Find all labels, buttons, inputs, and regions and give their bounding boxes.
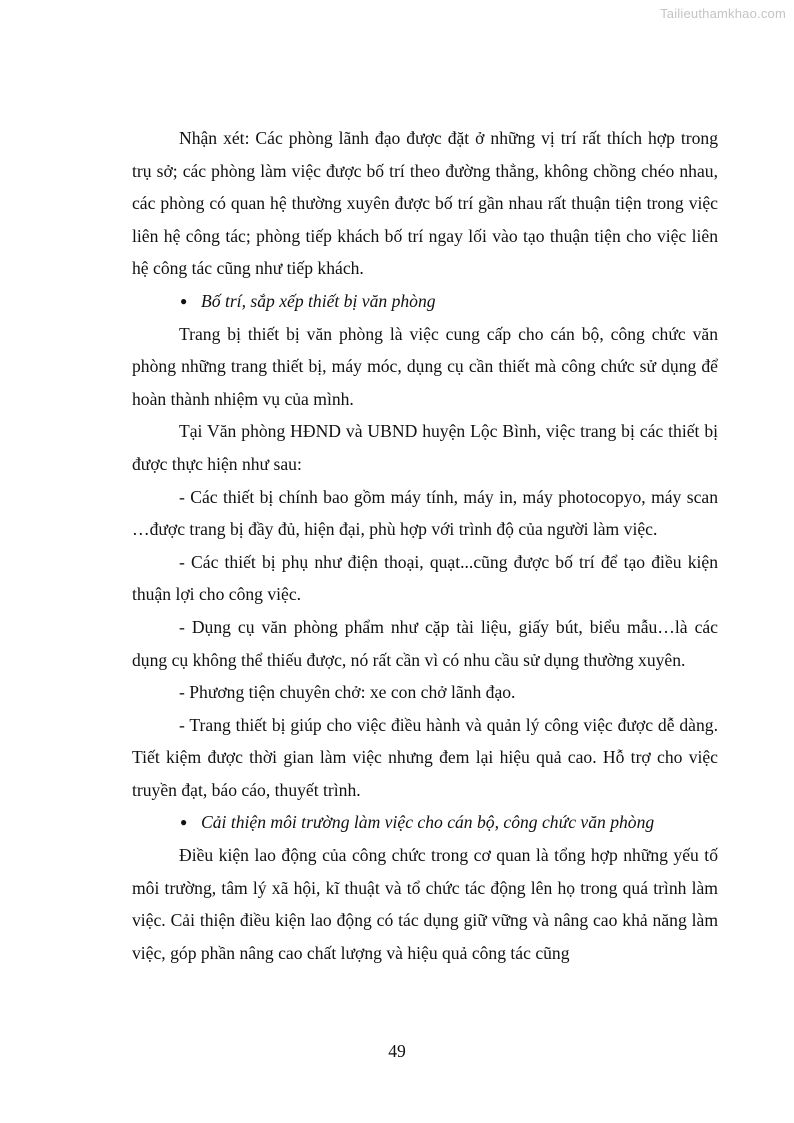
bullet-dot-icon: ● (180, 815, 188, 830)
paragraph-equipment-intro: Tại Văn phòng HĐND và UBND huyện Lộc Bình, việc trang bị các thiết bị được thực hiện như sau: (132, 421, 718, 474)
bullet-dot-icon: ● (180, 293, 188, 308)
bullet-heading-environment (132, 806, 718, 839)
paragraph-transport: - Phương tiện chuyên chở: xe con chở lãnh đạo. (179, 682, 516, 703)
document-body (132, 122, 718, 969)
paragraph-management-equipment: - Trang thiết bị giúp cho việc điều hành và quản lý công việc được dễ dàng. Tiết kiệm được thời gian làm việc nhưng đem lại hiệu quả cao. Hỗ trợ cho việc truyền đạt, báo cáo, thuyết trình. (132, 714, 718, 800)
paragraph-main-devices: - Các thiết bị chính bao gồm máy tính, máy in, máy photocopyo, máy scan …được trang bị đầy đủ, hiện đại, phù hợp với trình độ của người làm việc. (132, 486, 718, 540)
paragraph-aux-devices: - Các thiết bị phụ như điện thoại, quạt...cũng được bố trí để tạo điều kiện thuận lợi cho công việc. (132, 551, 718, 605)
paragraph-equipment-definition: Trang bị thiết bị văn phòng là việc cung cấp cho cán bộ, công chức văn phòng những trang thiết bị, máy móc, dụng cụ cần thiết mà công chức sử dụng để hoàn thành nhiệm vụ của mình. (132, 323, 718, 409)
paragraph-remark: Nhận xét: Các phòng lãnh đạo được đặt ở những vị trí rất thích hợp trong trụ sở; các phòng làm việc được bố trí theo đường thẳng, không chồng chéo nhau, các phòng có quan hệ thường xuyên được bố trí gần nhau rất thuận tiện trong việc liên hệ công tác; phòng tiếp khách bố trí ngay lối vào tạo thuận tiện cho việc liên hệ công tác cũng như tiếp khách. (132, 128, 718, 279)
paragraph-stationery: - Dụng cụ văn phòng phẩm như cặp tài liệu, giấy bút, biểu mẫu…là các dụng cụ không thể thiếu được, nó rất cần vì có nhu cầu sử dụng thường xuyên. (132, 616, 718, 670)
paragraph-working-conditions: Điều kiện lao động của công chức trong cơ quan là tổng hợp những yếu tố môi trường, tâm lý xã hội, kĩ thuật và tổ chức tác động lên họ trong quá trình làm việc. Cải thiện điều kiện lao động có tác dụng giữ vững và nâng cao khả năng làm việc, góp phần nâng cao chất lượng và hiệu quả công tác cũng (132, 845, 718, 963)
watermark-text: Tailieuthamkhao.com (660, 6, 786, 21)
bullet-heading-text: Cải thiện môi trường làm việc cho cán bộ, công chức văn phòng (201, 812, 655, 833)
page-number: 49 (388, 1041, 406, 1061)
bullet-heading-text: Bố trí, sắp xếp thiết bị văn phòng (201, 290, 436, 311)
bullet-heading-equipment (132, 285, 718, 318)
